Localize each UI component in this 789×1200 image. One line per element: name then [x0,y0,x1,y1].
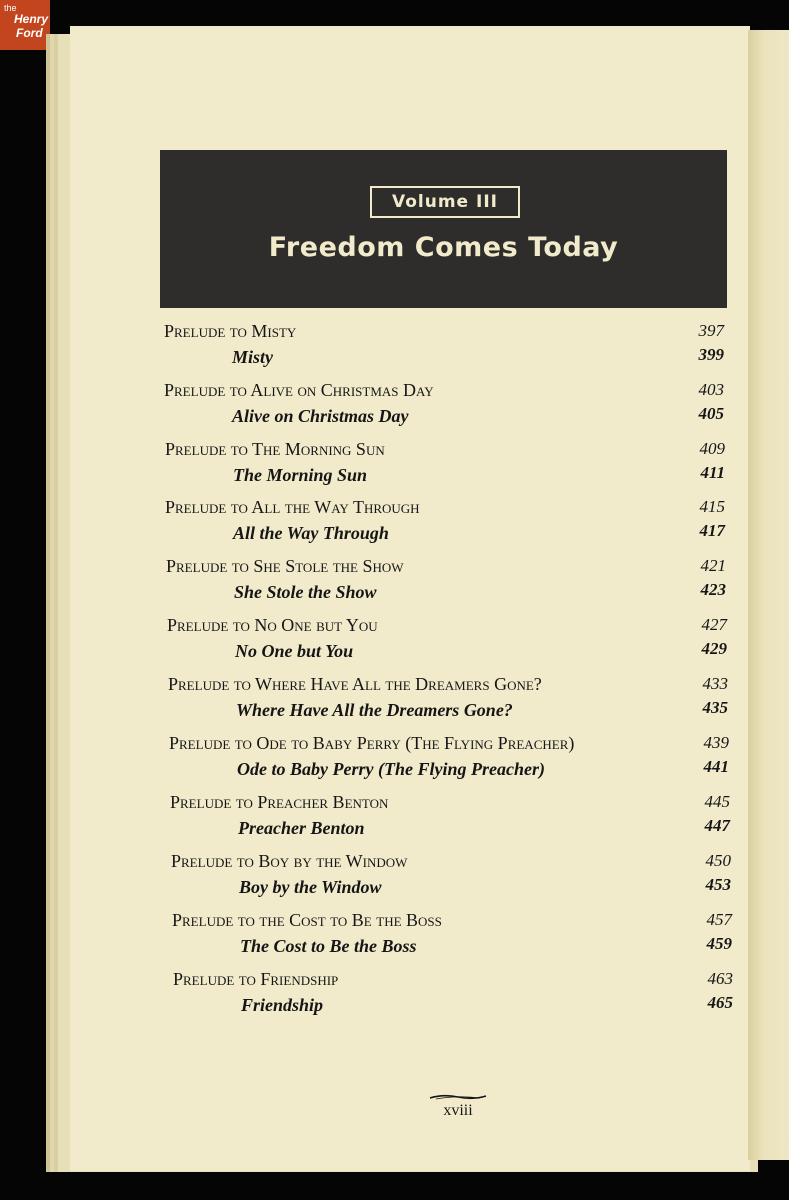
toc-entry [172,910,732,966]
song-title: Boy by the Window [239,877,382,897]
song-title: She Stole the Show [234,582,377,602]
song-page-number: 411 [700,463,725,482]
song-page-number: 405 [698,404,724,423]
toc-entry [164,321,724,377]
prelude-page-number: 463 [707,969,733,988]
song-page-number: 441 [703,757,729,776]
prelude-page-number: 409 [699,439,725,458]
page-number: xviii [443,1102,473,1119]
song-title: All the Way Through [233,523,389,543]
prelude-page-number: 433 [702,674,728,693]
song-title: Alive on Christmas Day [232,406,409,426]
prelude-title: Prelude to All the Way Through [165,497,420,517]
prelude-title: Prelude to Ode to Baby Perry (The Flying Preacher) [169,733,575,753]
song-page-number: 453 [705,875,731,894]
song-title: Ode to Baby Perry (The Flying Preacher) [237,759,545,779]
toc-entry [165,497,725,553]
toc-entry [166,556,726,612]
song-page-number: 459 [706,934,732,953]
song-page-number: 417 [699,521,725,540]
prelude-page-number: 439 [703,733,729,752]
volume-title: Freedom Comes Today [268,232,619,263]
prelude-title: Prelude to Misty [164,321,297,341]
prelude-page-number: 427 [701,615,727,634]
toc-entry [169,733,729,789]
prelude-page-number: 415 [699,497,725,516]
song-title: Misty [232,347,274,367]
prelude-page-number: 445 [704,792,730,811]
toc-entry [164,380,724,436]
prelude-page-number: 450 [705,851,731,870]
prelude-title: Prelude to Preacher Benton [170,792,389,812]
song-title: The Cost to Be the Boss [240,936,417,956]
song-title: The Morning Sun [233,465,368,485]
prelude-title: Prelude to Alive on Christmas Day [164,380,434,400]
prelude-page-number: 457 [706,910,732,929]
prelude-title: Prelude to the Cost to Be the Boss [172,910,442,930]
prelude-page-number: 421 [700,556,726,575]
song-title: Friendship [241,995,324,1015]
song-title: Preacher Benton [238,818,365,838]
logo-henry: Henry [14,12,49,26]
song-title: No One but You [235,641,354,661]
toc-entry [171,851,731,907]
prelude-title: Prelude to Where Have All the Dreamers Gone? [168,674,542,694]
song-title: Where Have All the Dreamers Gone? [236,700,513,720]
prelude-title: Prelude to She Stole the Show [166,556,404,576]
henry-ford-logo [0,0,50,50]
song-page-number: 447 [704,816,730,835]
volume-banner [160,150,727,308]
volume-label: Volume III [370,186,520,218]
song-page-number: 435 [702,698,728,717]
logo-ford: Ford [16,26,43,40]
song-page-number: 399 [698,345,724,364]
prelude-title: Prelude to The Morning Sun [165,439,385,459]
logo-the: the [4,3,17,13]
toc-entry [167,615,727,671]
prelude-page-number: 397 [698,321,724,340]
folio-ornament-icon [428,1093,488,1101]
prelude-title: Prelude to Friendship [173,969,339,989]
song-page-number: 465 [707,993,733,1012]
toc-entry [165,439,725,495]
prelude-title: Prelude to Boy by the Window [171,851,408,871]
song-page-number: 423 [700,580,726,599]
toc-entry [170,792,730,848]
facing-page-edge [748,30,789,1160]
toc-entry [173,969,733,1025]
toc-entry [168,674,728,730]
song-page-number: 429 [701,639,727,658]
prelude-page-number: 403 [698,380,724,399]
prelude-title: Prelude to No One but You [167,615,378,635]
